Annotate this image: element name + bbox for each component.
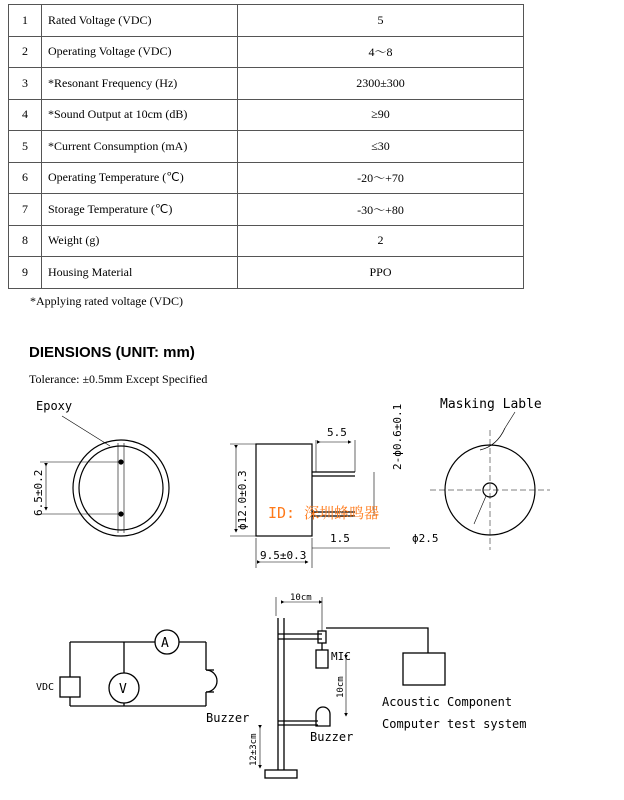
- setup-buzzer-label: Buzzer: [310, 730, 354, 744]
- width-dim-label: 9.5±0.3: [260, 549, 307, 562]
- param-value: 4～8: [238, 36, 524, 68]
- param-name: Operating Temperature (℃): [42, 162, 238, 194]
- bottom-distance-label: 12±3cm: [249, 733, 259, 766]
- row-number: 4: [9, 99, 42, 131]
- table-row: [9, 131, 524, 163]
- row-number: 1: [9, 5, 42, 37]
- table-footnote: *Applying rated voltage (VDC): [30, 294, 183, 308]
- technical-drawings: [0, 388, 624, 800]
- masking-label: Masking Lable: [440, 397, 542, 412]
- row-number: 5: [9, 131, 42, 163]
- row-number: 7: [9, 194, 42, 226]
- param-value: 2: [238, 225, 524, 257]
- table-row: [9, 68, 524, 100]
- system-label-line1: Acoustic Component: [382, 695, 513, 709]
- table-row: [9, 225, 524, 257]
- param-name: *Sound Output at 10cm (dB): [42, 99, 238, 131]
- circuit-diagram: [60, 630, 217, 706]
- pin-diameter-label: 2-ϕ0.6±0.1: [391, 403, 404, 470]
- ammeter-label: A: [161, 636, 169, 651]
- row-number: 8: [9, 225, 42, 257]
- table-row: [9, 99, 524, 131]
- mic-icon: [316, 650, 328, 668]
- mid-distance-label: 10cm: [336, 676, 346, 698]
- section-title: DIENSIONS (UNIT: mm): [29, 344, 195, 361]
- param-value: PPO: [238, 257, 524, 289]
- height-dim-label: 6.5±0.2: [32, 469, 45, 516]
- hole-dim-label: ϕ2.5: [412, 532, 439, 545]
- param-name: Housing Material: [42, 257, 238, 289]
- row-number: 9: [9, 257, 42, 289]
- param-value: ≤30: [238, 131, 524, 163]
- buzzer-symbol-icon: [206, 670, 217, 692]
- param-value: 5: [238, 5, 524, 37]
- row-number: 6: [9, 162, 42, 194]
- top-distance-label: 10cm: [290, 593, 312, 603]
- watermark: ID: 深圳蜂鸣器: [268, 504, 380, 522]
- param-name: Weight (g): [42, 225, 238, 257]
- base-dim-label: 1.5: [330, 532, 350, 545]
- param-value: ≥90: [238, 99, 524, 131]
- test-setup-diagram: [260, 597, 445, 778]
- param-name: Storage Temperature (℃): [42, 194, 238, 226]
- power-source-icon: [60, 677, 80, 697]
- param-name: Operating Voltage (VDC): [42, 36, 238, 68]
- param-name: *Current Consumption (mA): [42, 131, 238, 163]
- bottom-view-drawing: [430, 412, 550, 550]
- spec-table: [8, 4, 524, 289]
- table-row: [9, 162, 524, 194]
- system-label-line2: Computer test system: [382, 717, 527, 731]
- circuit-buzzer-label: Buzzer: [206, 711, 250, 725]
- param-value: -30～+80: [238, 194, 524, 226]
- pin-spacing-label: 5.5: [327, 426, 347, 439]
- top-view-drawing: [40, 416, 169, 536]
- table-row: [9, 257, 524, 289]
- epoxy-label: Epoxy: [36, 399, 73, 413]
- row-number: 3: [9, 68, 42, 100]
- param-name: Rated Voltage (VDC): [42, 5, 238, 37]
- tolerance-text: Tolerance: ±0.5mm Except Specified: [29, 372, 208, 386]
- table-row: [9, 194, 524, 226]
- mic-label: MIC: [331, 650, 351, 663]
- param-name: *Resonant Frequency (Hz): [42, 68, 238, 100]
- test-system-box: [403, 653, 445, 685]
- table-row: [9, 5, 524, 37]
- voltmeter-label: V: [119, 682, 127, 697]
- table-row: [9, 36, 524, 68]
- diameter-dim-label: ϕ12.0±0.3: [236, 470, 249, 530]
- param-value: 2300±300: [238, 68, 524, 100]
- param-value: -20～+70: [238, 162, 524, 194]
- vdc-label: VDC: [36, 682, 55, 693]
- row-number: 2: [9, 36, 42, 68]
